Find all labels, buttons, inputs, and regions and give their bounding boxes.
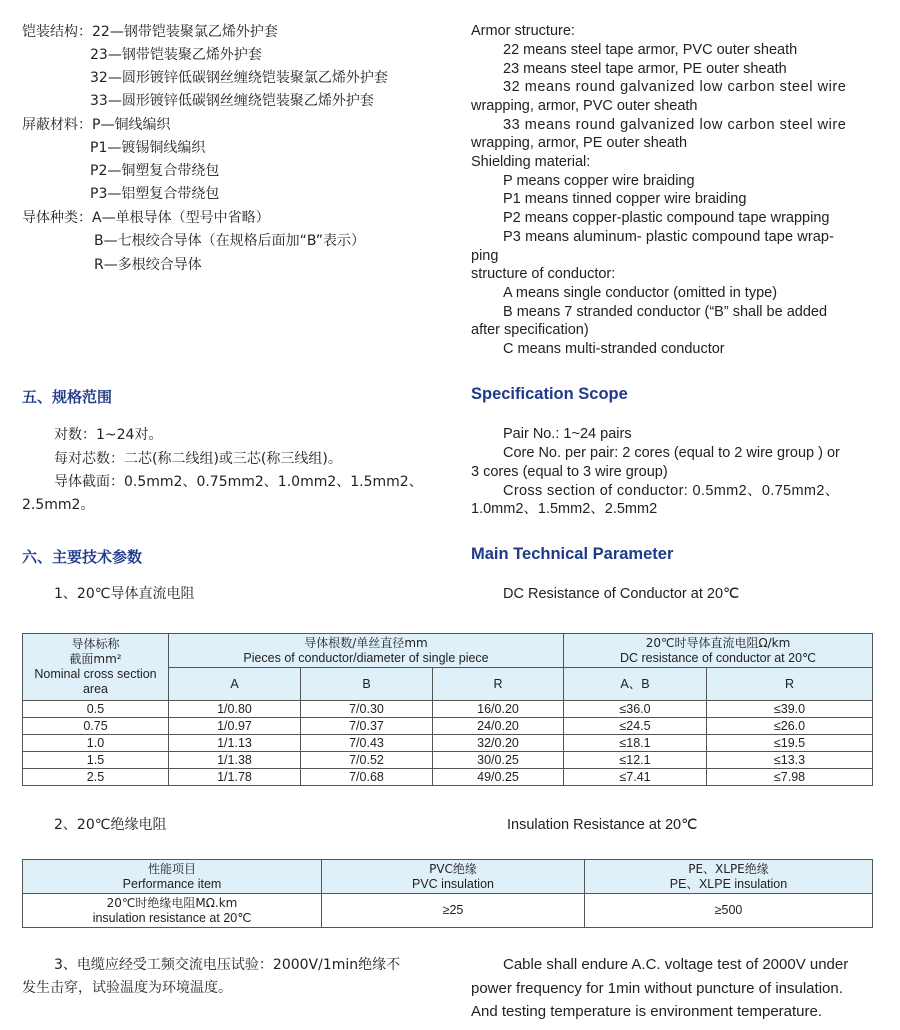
shield-cn-line: P3—铝塑复合带绕包: [90, 186, 220, 202]
armor-en-line: wrapping, armor, PVC outer sheath: [471, 98, 698, 114]
section6-title-en: Main Technical Parameter: [471, 545, 674, 563]
armor-en-line: Armor structure:: [471, 23, 575, 39]
subheader-b: B: [301, 668, 433, 701]
armor-cn-line: 23—钢带铠装聚乙烯外护套: [90, 47, 262, 63]
shield-cn-line: P1—镀锡铜线编织: [90, 140, 206, 156]
shield-cn-line: P2—铜塑复合带绕包: [90, 163, 220, 179]
subheader-r: R: [433, 668, 564, 701]
spec-cn-line: 对数：1~24对。: [54, 427, 163, 443]
table-row: 0.75 1/0.97 7/0.37 24/0.20 ≤24.5 ≤26.0: [23, 718, 873, 735]
shield-cn-line: 屏蔽材料：P—铜线编织: [22, 117, 171, 133]
shield-en-line: ping: [471, 248, 499, 264]
table-row: 1.5 1/1.38 7/0.52 30/0.25 ≤12.1 ≤13.3: [23, 752, 873, 769]
spec-cn-line: 导体截面：0.5mm2、0.75mm2、1.0mm2、1.5mm2、: [54, 474, 423, 490]
shield-en-line: P2 means copper-plastic compound tape wrapping: [503, 210, 830, 226]
conductor-cn-line: 导体种类：A—单根导体（型号中省略）: [22, 210, 270, 226]
armor-en-line: 32 means round galvanized low carbon steel wire: [503, 79, 847, 95]
voltage-test-en-line: power frequency for 1min without puncture of insulation.: [471, 980, 843, 997]
section5-title-cn: 五、规格范围: [22, 388, 113, 406]
insulation-table: [22, 859, 873, 928]
insulation-subtitle-en: Insulation Resistance at 20℃: [507, 817, 698, 833]
subheader-ab: A、B: [564, 668, 707, 701]
conductor-en-line: structure of conductor:: [471, 266, 616, 282]
subheader-r2: R: [707, 668, 873, 701]
armor-cn-line: 32—圆形镀锌低碳钢丝缠绕铠装聚氯乙烯外护套: [90, 70, 388, 86]
table-row: 0.5 1/0.80 7/0.30 16/0.20 ≤36.0 ≤39.0: [23, 701, 873, 718]
conductor-en-line: after specification): [471, 322, 589, 338]
spec-en-line: Pair No.: 1~24 pairs: [503, 426, 632, 442]
dc-resistance-subtitle-cn: 1、20℃导体直流电阻: [54, 586, 195, 602]
shield-en-line: P3 means aluminum- plastic compound tape wrap-: [503, 229, 835, 245]
shield-en-line: P1 means tinned copper wire braiding: [503, 191, 747, 207]
conductor-en-line: C means multi-stranded conductor: [503, 341, 725, 357]
shield-en-line: Shielding material:: [471, 154, 591, 170]
insulation-subtitle-cn: 2、20℃绝缘电阻: [54, 817, 167, 833]
armor-en-line: wrapping, armor, PE outer sheath: [471, 135, 688, 151]
dc-resistance-table: [22, 633, 873, 786]
conductor-cn-line: R—多根绞合导体: [94, 257, 202, 273]
voltage-test-cn-line: 发生击穿，试验温度为环境温度。: [22, 980, 232, 996]
voltage-test-en-line: Cable shall endure A.C. voltage test of 2000V under: [503, 956, 849, 973]
spec-en-line: 1.0mm2、1.5mm2、2.5mm2: [471, 501, 658, 517]
conductor-en-line: B means 7 stranded conductor (“B” shall be added: [503, 304, 828, 320]
table-row: 2.5 1/1.78 7/0.68 49/0.25 ≤7.41 ≤7.98: [23, 769, 873, 786]
section6-title-cn: 六、主要技术参数: [22, 548, 143, 566]
voltage-test-cn-line: 3、电缆应经受工频交流电压试验：2000V/1min绝缘不: [54, 957, 401, 973]
section5-title-en: Specification Scope: [471, 385, 628, 403]
shield-en-line: P means copper wire braiding: [503, 173, 695, 189]
header-pe-xlpe-insulation: PE、XLPE绝缘 PE、XLPE insulation: [585, 860, 873, 894]
spec-en-line: 3 cores (equal to 3 wire group): [471, 464, 668, 480]
table-row: 1.0 1/1.13 7/0.43 32/0.20 ≤18.1 ≤19.5: [23, 735, 873, 752]
armor-en-line: 22 means steel tape armor, PVC outer sheath: [503, 42, 798, 58]
armor-cn-line: 33—圆形镀锌低碳钢丝缠绕铠装聚乙烯外护套: [90, 93, 374, 109]
dc-resistance-subtitle-en: DC Resistance of Conductor at 20℃: [503, 586, 740, 602]
header-pvc-insulation: PVC绝缘 PVC insulation: [322, 860, 585, 894]
table-row: 20℃时绝缘电阻MΩ.km insulation resistance at 20℃ ≥25 ≥500: [23, 894, 873, 928]
voltage-test-en-line: And testing temperature is environment temperature.: [471, 1003, 823, 1020]
armor-cn-line: 铠装结构：22—钢带铠装聚氯乙烯外护套: [22, 24, 278, 40]
conductor-cn-line: B—七根绞合导体（在规格后面加“B”表示）: [94, 233, 365, 249]
header-dc-resistance: 20℃时导体直流电阻Ω/km DC resistance of conductor at 20℃: [564, 634, 873, 668]
spec-en-line: Cross section of conductor: 0.5mm2、0.75mm2、: [503, 483, 840, 499]
spec-en-line: Core No. per pair: 2 cores (equal to 2 wire group ) or: [503, 445, 840, 461]
header-performance-item: 性能项目 Performance item: [23, 860, 322, 894]
conductor-en-line: A means single conductor (omitted in type): [503, 285, 778, 301]
header-pieces: 导体根数/单丝直径mm Pieces of conductor/diameter of single piece: [169, 634, 564, 668]
spec-cn-line: 2.5mm2。: [22, 497, 95, 513]
armor-en-line: 33 means round galvanized low carbon steel wire: [503, 117, 847, 133]
subheader-a: A: [169, 668, 301, 701]
header-nominal-area: 导体标称 截面mm² Nominal cross section area: [23, 634, 169, 701]
spec-cn-line: 每对芯数：二芯(称二线组)或三芯(称三线组)。: [54, 451, 342, 467]
armor-en-line: 23 means steel tape armor, PE outer sheath: [503, 61, 787, 77]
